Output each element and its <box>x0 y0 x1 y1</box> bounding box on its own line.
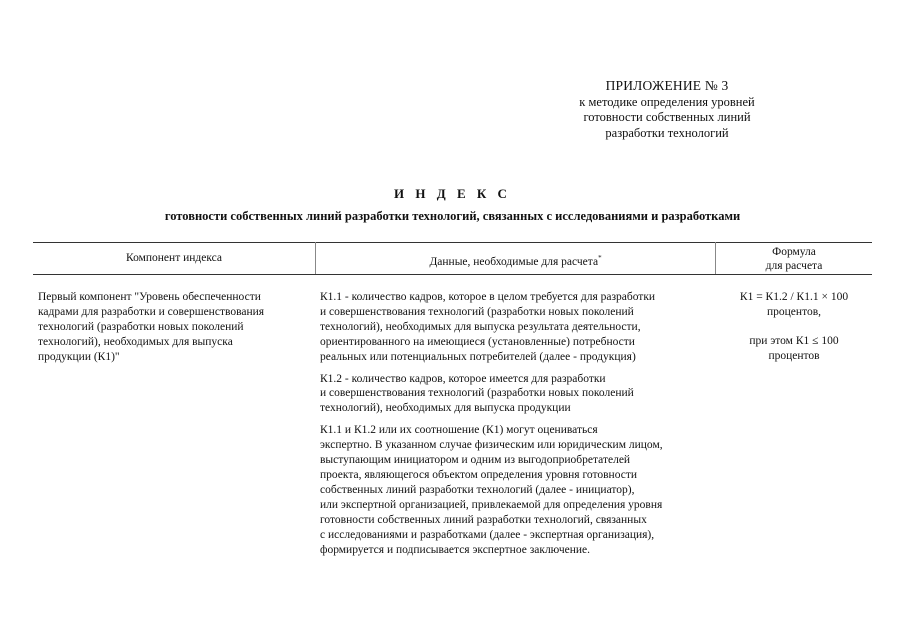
document-subtitle: готовности собственных линий разработки технологий, связанных с исследованиями и разработками <box>164 209 741 223</box>
header-formula-line: Формула <box>772 246 816 258</box>
k12-text: К1.2 - количество кадров, которое имеется для разработки <box>320 372 606 385</box>
k12-paragraph <box>320 372 712 417</box>
appendix-line: к методике определения уровней <box>579 94 755 109</box>
header-data-label: Данные, необходимые для расчета <box>429 255 599 268</box>
data-cell <box>320 290 712 564</box>
footnote-mark: * <box>598 254 602 262</box>
expert-text: К1.1 и К1.2 или их соотношение (К1) могут оцениваться <box>320 424 598 437</box>
expert-text: с исследованиями и разработками (далее - экспертная организация), <box>320 528 655 541</box>
appendix-line: разработки технологий <box>605 125 729 140</box>
header-formula-line: для расчета <box>765 260 823 272</box>
k12-text: технологий), необходимых для выпуска продукции <box>320 402 571 415</box>
appendix-title: ПРИЛОЖЕНИЕ № 3 <box>605 78 729 93</box>
document-title: И Н Д Е К С <box>394 186 511 201</box>
k11-text: реальных или потенциальных потребителей (далее - продукция) <box>320 350 636 363</box>
header-data <box>316 251 715 269</box>
formula-cell <box>716 290 872 364</box>
appendix-header <box>517 78 817 141</box>
k11-text: и совершенствования технологий (разработки новых поколений <box>320 305 634 318</box>
component-text: продукции (К1)" <box>38 350 120 363</box>
expert-text: собственных линий разработки технологий (далее - инициатор), <box>320 483 635 496</box>
table-top-rule <box>33 242 872 243</box>
expert-text: экспертно. В указанном случае физическим или юридическим лицом, <box>320 439 663 452</box>
expert-text: выступающим инициатором и одним из выгодоприобретателей <box>320 454 631 467</box>
formula-condition: процентов <box>768 349 820 362</box>
expert-text: формируется и подписывается экспертное заключение. <box>320 543 591 556</box>
header-component <box>33 251 315 265</box>
component-text: технологий), необходимых для выпуска <box>38 335 233 348</box>
expert-paragraph <box>320 423 712 557</box>
formula-text: К1 = К1.2 / К1.1 × 100 <box>739 291 849 303</box>
expert-text: или экспертной организацией, привлекаемой для определения уровня <box>320 498 663 511</box>
k11-text: ориентированного на имеющиеся (установленные) потребности <box>320 335 635 348</box>
k11-text: К1.1 - количество кадров, которое в целом требуется для разработки <box>320 291 656 303</box>
k11-text: технологий), необходимых для выпуска результата деятельности, <box>320 320 641 333</box>
k11-paragraph <box>320 290 712 365</box>
formula-condition: при этом К1 ≤ 100 <box>749 334 839 347</box>
header-formula <box>716 245 872 273</box>
k12-text: и совершенствования технологий (разработки новых поколений <box>320 387 634 400</box>
appendix-line: готовности собственных линий <box>583 110 751 124</box>
component-text: кадрами для разработки и совершенствования <box>38 305 265 318</box>
component-cell <box>38 290 306 365</box>
expert-text: готовности собственных линий разработки технологий, связанных <box>320 513 647 526</box>
component-text: Первый компонент "Уровень обеспеченности <box>38 291 261 303</box>
component-text: технологий (разработки новых поколений <box>38 320 244 333</box>
formula-text: процентов, <box>767 305 821 318</box>
expert-text: проекта, являющегося объектом определения уровня готовности <box>320 468 638 481</box>
table-header-rule <box>33 274 872 275</box>
header-component-label: Компонент индекса <box>125 252 223 264</box>
